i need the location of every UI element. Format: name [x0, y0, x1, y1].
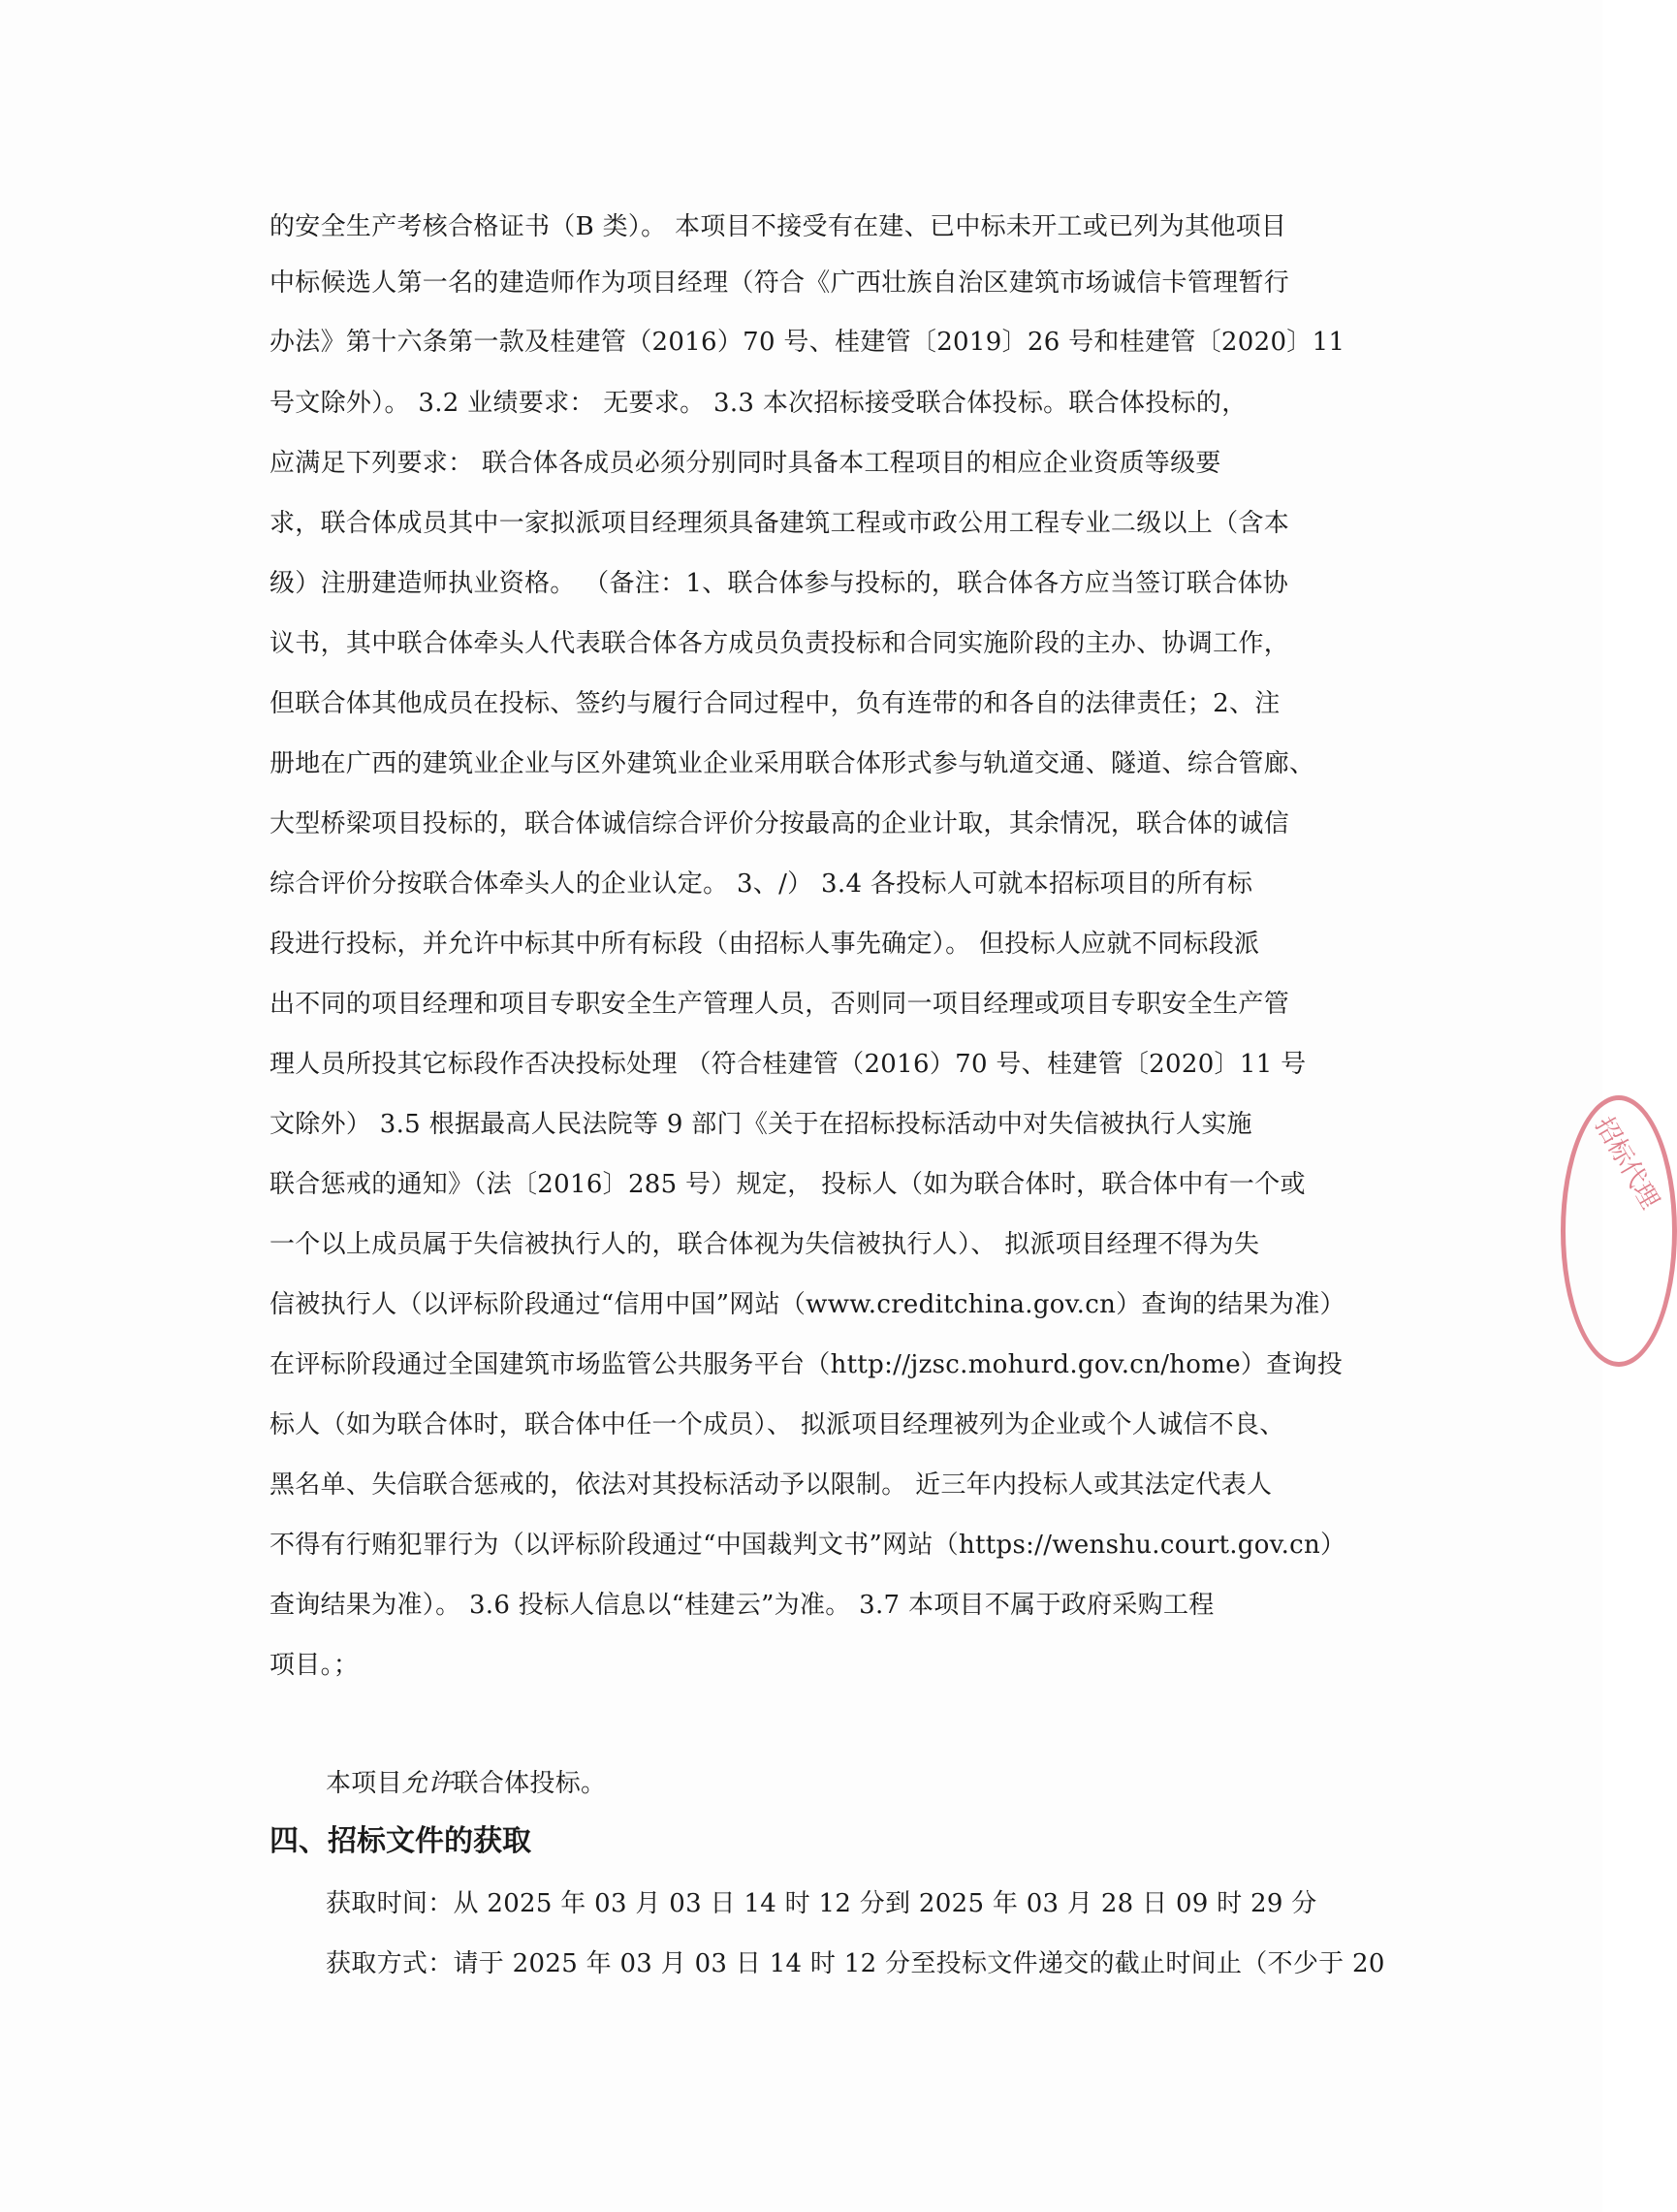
body-line: 项目。；: [269, 1651, 360, 1680]
body-line: 一个以上成员属于失信被执行人的，联合体视为失信被执行人）、 拟派项目经理不得为失: [269, 1230, 1260, 1259]
body-line: 出不同的项目经理和项目专职安全生产管理人员，否则同一项目经理或项目专职安全生产管: [269, 990, 1290, 1019]
body-line: 理人员所投其它标段作否决投标处理 （符合桂建管（2016）70 号、桂建管〔2020〕11 号: [269, 1050, 1307, 1079]
body-line: 办法》第十六条第一款及桂建管（2016）70 号、桂建管〔2019〕26 号和桂建管〔2020〕11: [269, 328, 1345, 357]
body-line: 黑名单、失信联合惩戒的，依法对其投标活动予以限制。 近三年内投标人或其法定代表人: [269, 1470, 1273, 1500]
section-heading: 四、招标文件的获取: [269, 1824, 531, 1858]
body-line: 段进行投标，并允许中标其中所有标段（由招标人事先确定）。 但投标人应就不同标段派: [269, 930, 1260, 959]
consortium-note: [326, 1766, 1392, 1801]
body-line: 级）注册建造师执业资格。 （备注：1、联合体参与投标的，联合体各方应当签订联合体协: [269, 569, 1289, 598]
body-line: 应满足下列要求： 联合体各成员必须分别同时具备本工程项目的相应企业资质等级要: [269, 449, 1221, 478]
consortium-note-suffix: 联合体投标。: [453, 1769, 607, 1798]
acquire-method: 获取方式：请于 2025 年 03 月 03 日 14 时 12 分至投标文件递交的截止时间止（不少于 20: [326, 1949, 1385, 1978]
consortium-note-prefix: 本项目: [326, 1769, 402, 1798]
body-line: 查询结果为准）。 3.6 投标人信息以“桂建云”为准。 3.7 本项目不属于政府采购工程: [269, 1591, 1215, 1620]
body-line: 信被执行人（以评标阶段通过“信用中国”网站（www.creditchina.gov.cn）查询的结果为准）: [269, 1290, 1345, 1319]
body-line: 册地在广西的建筑业企业与区外建筑业企业采用联合体形式参与轨道交通、隧道、综合管廊、: [269, 749, 1315, 778]
acquire-time: 获取时间：从 2025 年 03 月 03 日 14 时 12 分到 2025 年 03 月 28 日 09 时 29 分: [326, 1889, 1317, 1918]
body-line: 文除外） 3.5 根据最高人民法院等 9 部门《关于在招标投标活动中对失信被执行人实施: [269, 1110, 1252, 1139]
body-line: 在评标阶段通过全国建筑市场监管公共服务平台（http://jzsc.mohurd.gov.cn/home）查询投: [269, 1350, 1344, 1379]
seal-stamp-text: 招标代理: [1589, 1112, 1665, 1215]
consortium-note-emphasis: 允许: [401, 1769, 454, 1798]
body-line: 中标候选人第一名的建造师作为项目经理（符合《广西壮族自治区建筑市场诚信卡管理暂行: [269, 269, 1290, 298]
body-line: 综合评价分按联合体牵头人的企业认定。 3、/） 3.4 各投标人可就本招标项目的所有标: [269, 869, 1253, 899]
body-line: 号文除外）。 3.2 业绩要求： 无要求。 3.3 本次招标接受联合体投标。联合体投标的，: [269, 389, 1248, 418]
body-line: 标人（如为联合体时，联合体中任一个成员）、 拟派项目经理被列为企业或个人诚信不良、: [269, 1410, 1285, 1439]
body-line: 不得有行贿犯罪行为（以评标阶段通过“中国裁判文书”网站（https://wenshu.court.gov.cn）: [269, 1531, 1346, 1560]
body-line: 大型桥梁项目投标的，联合体诚信综合评价分按最高的企业计取，其余情况，联合体的诚信: [269, 809, 1290, 838]
body-line: 议书，其中联合体牵头人代表联合体各方成员负责投标和合同实施阶段的主办、协调工作，: [269, 629, 1290, 658]
body-line: 但联合体其他成员在投标、签约与履行合同过程中，负有连带的和各自的法律责任；2、注: [269, 689, 1281, 718]
body-line: 的安全生产考核合格证书（B 类）。 本项目不接受有在建、已中标未开工或已列为其他项目: [269, 212, 1287, 241]
body-line: 联合惩戒的通知》（法〔2016〕285 号）规定， 投标人（如为联合体时，联合体中有一个或: [269, 1170, 1306, 1199]
body-line: 求，联合体成员其中一家拟派项目经理须具备建筑工程或市政公用工程专业二级以上（含本: [269, 509, 1290, 538]
